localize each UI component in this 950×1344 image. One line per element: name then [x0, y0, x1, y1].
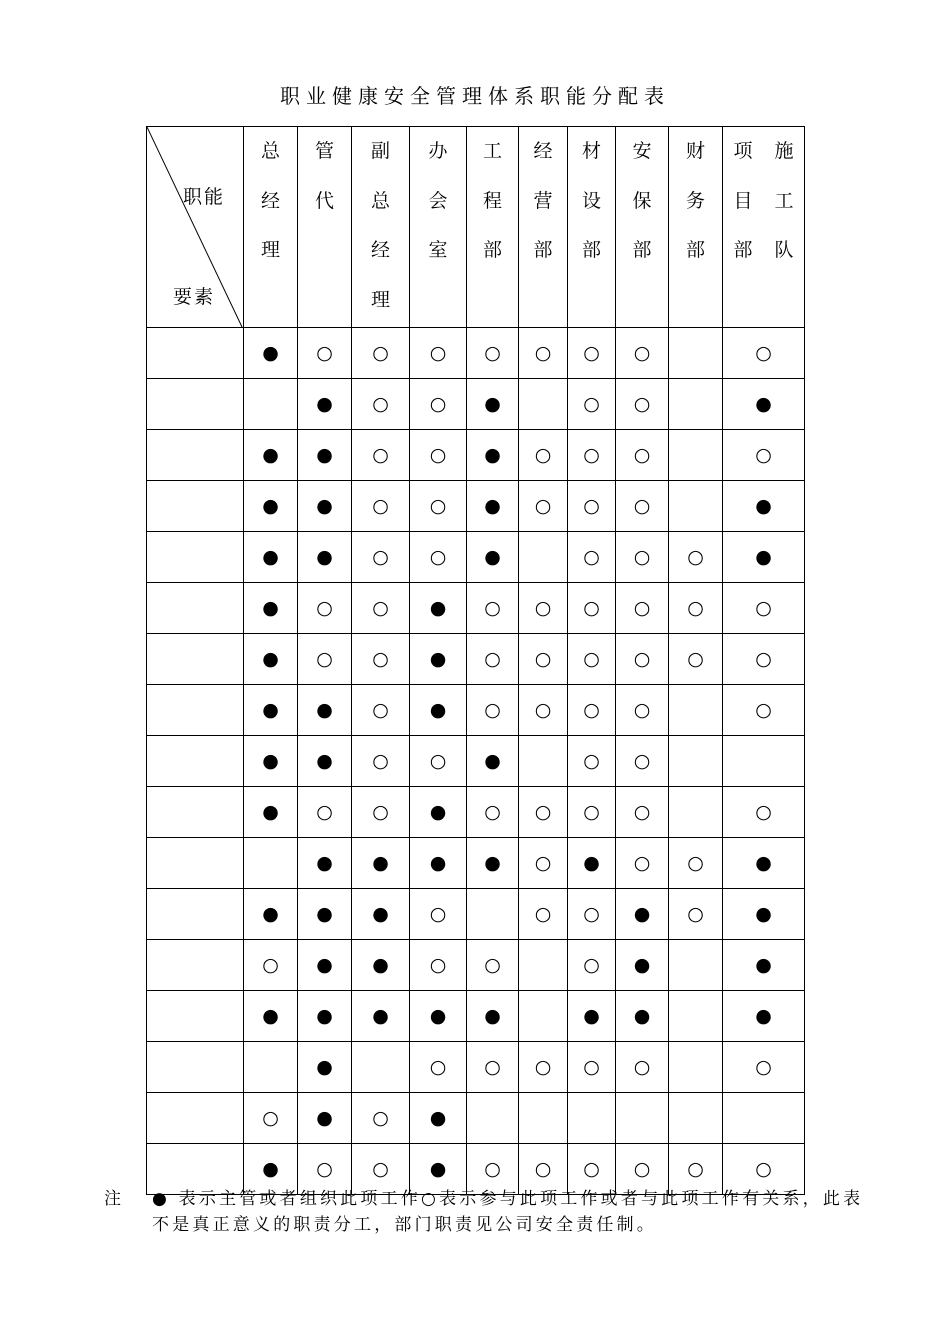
- mark-cell: ○: [467, 634, 519, 685]
- mark-cell: ○: [352, 481, 410, 532]
- mark-cell: ○: [568, 787, 616, 838]
- mark-cell: [669, 787, 723, 838]
- mark-cell: ●: [244, 430, 298, 481]
- mark-cell: ○: [519, 481, 568, 532]
- mark-cell: ●: [467, 430, 519, 481]
- mark-cell: ○: [568, 685, 616, 736]
- mark-cell: ○: [669, 634, 723, 685]
- element-cell: [147, 940, 244, 991]
- mark-cell: [669, 736, 723, 787]
- mark-cell: ○: [616, 430, 669, 481]
- table-row: [147, 532, 805, 583]
- mark-cell: ●: [723, 991, 805, 1042]
- mark-cell: ●: [467, 991, 519, 1042]
- mark-cell: ●: [723, 481, 805, 532]
- column-header-gcb: [467, 127, 519, 328]
- mark-cell: ○: [467, 1042, 519, 1093]
- corner-label-function: 职能: [183, 186, 226, 208]
- mark-cell: ●: [244, 787, 298, 838]
- mark-cell: ●: [244, 736, 298, 787]
- column-header-char: 代: [314, 189, 334, 212]
- element-cell: [147, 838, 244, 889]
- mark-cell: ○: [616, 736, 669, 787]
- mark-cell: ●: [298, 379, 352, 430]
- mark-cell: ●: [723, 532, 805, 583]
- mark-cell: ●: [298, 685, 352, 736]
- mark-cell: ○: [723, 430, 805, 481]
- mark-cell: ●: [298, 889, 352, 940]
- column-header-gd: [298, 127, 352, 328]
- mark-cell: ●: [410, 838, 467, 889]
- table-row: [147, 328, 805, 379]
- mark-cell: ●: [352, 940, 410, 991]
- mark-cell: ○: [723, 328, 805, 379]
- table-row: [147, 736, 805, 787]
- mark-cell: ○: [352, 1093, 410, 1144]
- table-row: [147, 379, 805, 430]
- mark-cell: ●: [723, 940, 805, 991]
- column-header-char: 工: [774, 189, 794, 212]
- mark-cell: [467, 1093, 519, 1144]
- column-header-char: 经: [260, 189, 280, 212]
- mark-cell: ○: [467, 583, 519, 634]
- mark-cell: ●: [298, 1093, 352, 1144]
- column-header-char: 安: [632, 140, 652, 162]
- mark-cell: ●: [298, 1042, 352, 1093]
- mark-cell: ○: [723, 583, 805, 634]
- mark-cell: ○: [410, 328, 467, 379]
- column-header-char: 保: [632, 189, 652, 212]
- mark-cell: ○: [616, 481, 669, 532]
- mark-cell: ○: [568, 940, 616, 991]
- mark-cell: [723, 736, 805, 787]
- mark-cell: ●: [410, 787, 467, 838]
- mark-cell: ○: [467, 328, 519, 379]
- mark-cell: ○: [410, 481, 467, 532]
- mark-cell: [669, 685, 723, 736]
- column-header-char: 副: [370, 140, 390, 162]
- mark-cell: ●: [298, 991, 352, 1042]
- mark-cell: ○: [467, 787, 519, 838]
- mark-cell: ●: [467, 379, 519, 430]
- mark-cell: ●: [410, 1144, 467, 1195]
- mark-cell: ●: [723, 889, 805, 940]
- mark-cell: ●: [723, 379, 805, 430]
- column-header-char: 理: [370, 288, 390, 311]
- mark-cell: ○: [244, 1093, 298, 1144]
- column-header-char: 材: [581, 140, 601, 162]
- mark-cell: ●: [568, 838, 616, 889]
- column-header-char: 理: [260, 239, 280, 261]
- element-cell: [147, 430, 244, 481]
- function-allocation-table: [146, 126, 805, 1195]
- mark-cell: ○: [568, 583, 616, 634]
- mark-cell: ●: [244, 532, 298, 583]
- mark-cell: ○: [410, 940, 467, 991]
- mark-cell: ○: [519, 787, 568, 838]
- column-header-char: 部: [482, 239, 502, 261]
- mark-cell: ○: [467, 1144, 519, 1195]
- footnote-text: ● 表示主管或者组织此项工作○表示参与此项工作或者与此项工作有关系，此表不是真正意义的职责分工，部门职责见公司安全责任制。: [152, 1189, 864, 1235]
- mark-cell: ○: [519, 685, 568, 736]
- column-header-char: 办: [428, 140, 448, 162]
- mark-cell: ●: [467, 532, 519, 583]
- element-cell: [147, 889, 244, 940]
- mark-cell: ○: [669, 889, 723, 940]
- mark-cell: ●: [244, 889, 298, 940]
- mark-cell: [669, 1042, 723, 1093]
- mark-cell: ○: [298, 1144, 352, 1195]
- mark-cell: ○: [352, 532, 410, 583]
- element-cell: [147, 481, 244, 532]
- column-header-abb: [616, 127, 669, 328]
- mark-cell: [669, 328, 723, 379]
- mark-cell: ○: [568, 481, 616, 532]
- element-cell: [147, 685, 244, 736]
- element-cell: [147, 532, 244, 583]
- mark-cell: ○: [298, 787, 352, 838]
- mark-cell: ●: [616, 940, 669, 991]
- mark-cell: [244, 1042, 298, 1093]
- mark-cell: ●: [616, 889, 669, 940]
- column-header-xm: [723, 127, 805, 328]
- table-row: [147, 481, 805, 532]
- mark-cell: ○: [352, 1144, 410, 1195]
- corner-cell: [147, 127, 244, 328]
- column-header-char: 施: [774, 140, 794, 162]
- mark-cell: ●: [298, 940, 352, 991]
- mark-cell: ○: [519, 1042, 568, 1093]
- mark-cell: ●: [410, 1093, 467, 1144]
- mark-cell: ○: [723, 685, 805, 736]
- table-row: [147, 634, 805, 685]
- mark-cell: [519, 532, 568, 583]
- mark-cell: ○: [519, 889, 568, 940]
- table-row: [147, 787, 805, 838]
- mark-cell: ○: [723, 634, 805, 685]
- mark-cell: [669, 991, 723, 1042]
- mark-cell: ○: [616, 685, 669, 736]
- mark-cell: ○: [519, 430, 568, 481]
- mark-cell: [467, 889, 519, 940]
- mark-cell: ○: [244, 940, 298, 991]
- column-header-csb: [568, 127, 616, 328]
- column-header-char: 务: [685, 189, 705, 212]
- table-row: [147, 1093, 805, 1144]
- column-header-char: 经: [370, 239, 390, 261]
- mark-cell: [568, 1093, 616, 1144]
- column-header-char: 室: [428, 239, 448, 261]
- mark-cell: ●: [723, 838, 805, 889]
- column-header-char: 部: [685, 239, 705, 261]
- mark-cell: ○: [519, 838, 568, 889]
- mark-cell: ○: [568, 328, 616, 379]
- mark-cell: [519, 736, 568, 787]
- element-cell: [147, 991, 244, 1042]
- mark-cell: ○: [669, 1144, 723, 1195]
- column-header-fzjl: [352, 127, 410, 328]
- mark-cell: ●: [467, 736, 519, 787]
- mark-cell: ○: [410, 532, 467, 583]
- mark-cell: ○: [467, 685, 519, 736]
- mark-cell: ●: [244, 583, 298, 634]
- mark-cell: ○: [298, 634, 352, 685]
- mark-cell: ○: [352, 787, 410, 838]
- mark-cell: ●: [467, 838, 519, 889]
- element-cell: [147, 1093, 244, 1144]
- mark-cell: ●: [244, 481, 298, 532]
- mark-cell: ○: [352, 634, 410, 685]
- corner-label-element: 要素: [173, 286, 216, 308]
- mark-cell: ○: [616, 532, 669, 583]
- mark-cell: ○: [410, 430, 467, 481]
- mark-cell: ○: [616, 634, 669, 685]
- mark-cell: ○: [568, 532, 616, 583]
- mark-cell: ●: [244, 991, 298, 1042]
- mark-cell: ○: [568, 736, 616, 787]
- footnote-label: 注: [104, 1189, 125, 1209]
- mark-cell: ○: [352, 328, 410, 379]
- mark-cell: ●: [298, 736, 352, 787]
- column-header-char: 工: [482, 140, 502, 162]
- mark-cell: ○: [616, 328, 669, 379]
- mark-cell: ●: [298, 532, 352, 583]
- mark-cell: [519, 1093, 568, 1144]
- mark-cell: ●: [352, 838, 410, 889]
- mark-cell: ○: [669, 583, 723, 634]
- mark-cell: ○: [410, 889, 467, 940]
- column-header-cwb: [669, 127, 723, 328]
- column-header-char: 部: [533, 239, 553, 261]
- mark-cell: ○: [352, 379, 410, 430]
- mark-cell: [352, 1042, 410, 1093]
- mark-cell: ●: [568, 991, 616, 1042]
- column-header-bgs: [410, 127, 467, 328]
- mark-cell: ○: [723, 787, 805, 838]
- mark-cell: ●: [298, 481, 352, 532]
- mark-cell: ●: [410, 583, 467, 634]
- mark-cell: ○: [298, 328, 352, 379]
- mark-cell: ●: [244, 634, 298, 685]
- mark-cell: ○: [410, 379, 467, 430]
- mark-cell: ○: [616, 583, 669, 634]
- mark-cell: [519, 991, 568, 1042]
- mark-cell: ○: [568, 634, 616, 685]
- column-header-char: 部: [581, 239, 601, 261]
- table-row: [147, 583, 805, 634]
- mark-cell: [669, 430, 723, 481]
- table-row: [147, 1042, 805, 1093]
- mark-cell: ●: [298, 430, 352, 481]
- mark-cell: ○: [568, 1042, 616, 1093]
- column-header-char: 队: [774, 239, 794, 261]
- mark-cell: ○: [723, 1144, 805, 1195]
- mark-cell: ●: [410, 991, 467, 1042]
- mark-cell: ●: [467, 481, 519, 532]
- mark-cell: ○: [519, 634, 568, 685]
- mark-cell: [723, 1093, 805, 1144]
- mark-cell: ○: [410, 1042, 467, 1093]
- column-header-zjl: [244, 127, 298, 328]
- table-row: [147, 889, 805, 940]
- column-header-jyb: [519, 127, 568, 328]
- element-cell: [147, 328, 244, 379]
- mark-cell: [669, 379, 723, 430]
- element-cell: [147, 787, 244, 838]
- mark-cell: [669, 940, 723, 991]
- table-header-row: [147, 127, 805, 328]
- mark-cell: ○: [568, 1144, 616, 1195]
- table-row: [147, 991, 805, 1042]
- element-cell: [147, 634, 244, 685]
- mark-cell: [669, 1093, 723, 1144]
- mark-cell: ○: [467, 940, 519, 991]
- mark-cell: [519, 379, 568, 430]
- column-header-char: 总: [370, 189, 390, 212]
- column-header-char: 部: [632, 239, 652, 261]
- mark-cell: ○: [616, 838, 669, 889]
- mark-cell: ○: [410, 736, 467, 787]
- mark-cell: ○: [723, 1042, 805, 1093]
- mark-cell: ○: [352, 583, 410, 634]
- mark-cell: [244, 838, 298, 889]
- table-row: [147, 838, 805, 889]
- mark-cell: ○: [568, 430, 616, 481]
- column-header-char: 程: [482, 189, 502, 212]
- element-cell: [147, 583, 244, 634]
- page-title: 职业健康安全管理体系职能分配表: [280, 84, 670, 108]
- mark-cell: ○: [519, 1144, 568, 1195]
- column-header-char: 经: [533, 140, 553, 162]
- column-header-char: 部: [733, 239, 753, 261]
- mark-cell: ●: [410, 685, 467, 736]
- table-row: [147, 940, 805, 991]
- table-row: [147, 430, 805, 481]
- mark-cell: ○: [669, 838, 723, 889]
- element-cell: [147, 736, 244, 787]
- mark-cell: [669, 481, 723, 532]
- mark-cell: ○: [616, 1042, 669, 1093]
- mark-cell: [244, 379, 298, 430]
- mark-cell: ●: [244, 1144, 298, 1195]
- mark-cell: ○: [298, 583, 352, 634]
- footnote: [104, 1186, 864, 1238]
- mark-cell: ○: [616, 1144, 669, 1195]
- element-cell: [147, 379, 244, 430]
- column-header-char: 目: [733, 189, 753, 212]
- mark-cell: ○: [352, 685, 410, 736]
- mark-cell: ●: [352, 991, 410, 1042]
- mark-cell: ○: [519, 328, 568, 379]
- element-cell: [147, 1042, 244, 1093]
- column-header-char: 财: [685, 140, 705, 162]
- mark-cell: [616, 1093, 669, 1144]
- mark-cell: ○: [568, 379, 616, 430]
- mark-cell: ○: [352, 736, 410, 787]
- column-header-char: 管: [314, 140, 334, 162]
- column-header-char: 营: [533, 189, 553, 212]
- mark-cell: ●: [352, 889, 410, 940]
- mark-cell: ○: [669, 532, 723, 583]
- mark-cell: ●: [244, 328, 298, 379]
- table-row: [147, 685, 805, 736]
- column-header-char: 会: [428, 189, 448, 212]
- mark-cell: [519, 940, 568, 991]
- mark-cell: ○: [616, 787, 669, 838]
- column-header-char: 设: [581, 189, 601, 212]
- mark-cell: ●: [244, 685, 298, 736]
- mark-cell: ●: [298, 838, 352, 889]
- mark-cell: ○: [519, 583, 568, 634]
- column-header-char: 项: [733, 140, 753, 162]
- mark-cell: ●: [410, 634, 467, 685]
- mark-cell: ●: [616, 991, 669, 1042]
- mark-cell: ○: [616, 379, 669, 430]
- mark-cell: ○: [568, 889, 616, 940]
- column-header-char: 总: [260, 140, 280, 162]
- mark-cell: ○: [352, 430, 410, 481]
